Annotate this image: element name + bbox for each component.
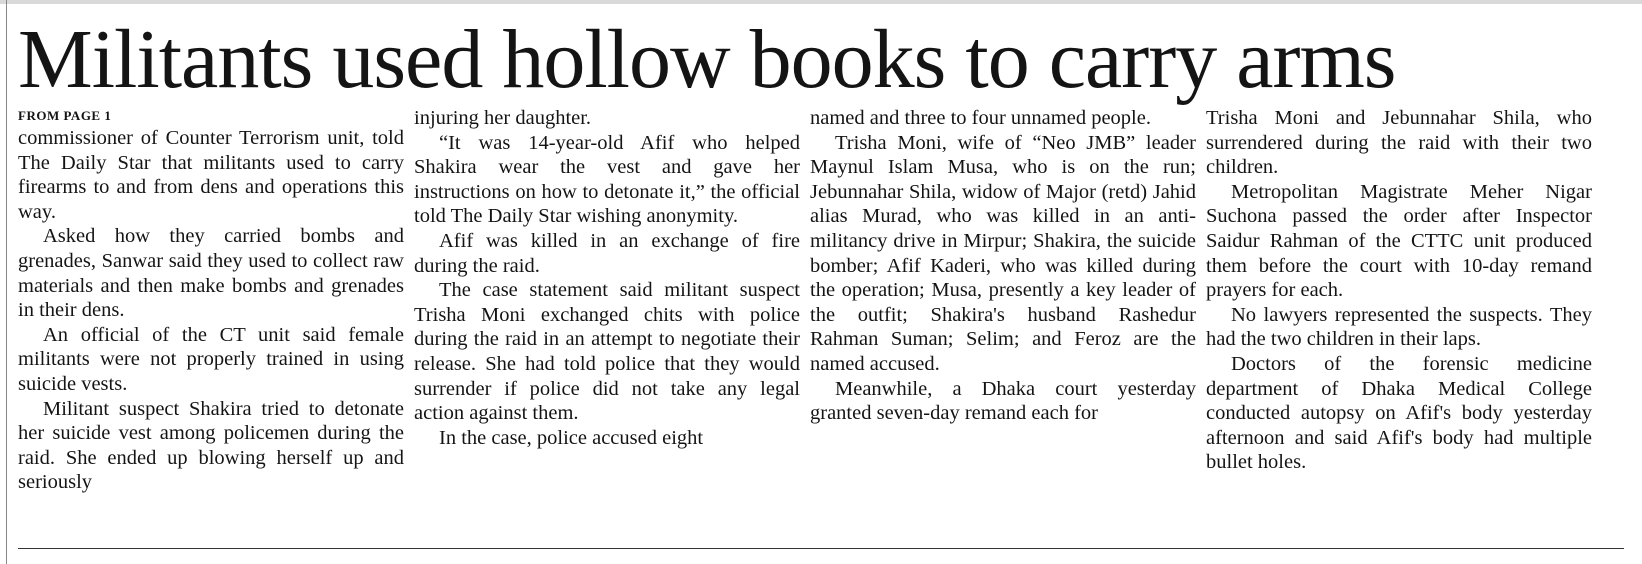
paragraph: Militant suspect Shakira tried to detonate her suicide vest among policemen during the raid. She ended up blowing herself up and seriously [18,397,404,494]
column-1 [18,106,404,536]
column-4 [1206,106,1592,536]
paragraph: Doctors of the forensic medicine department of Dhaka Medical College conducted autopsy on Afif's body yesterday afternoon and said Afif's body had multiple bullet holes. [1206,352,1592,474]
article-body [18,106,1628,536]
paragraph: named and three to four unnamed people. [810,107,1151,129]
paragraph: An official of the CT unit said female militants were not properly trained in using suicide vests. [18,323,404,395]
paragraph: Metropolitan Magistrate Meher Nigar Suchona passed the order after Inspector Saidur Rahman of the CTTC unit produced them before the court with 10-day remand prayers for each. [1206,180,1592,302]
paragraph: Trisha Moni, wife of “Neo JMB” leader Maynul Islam Musa, who is on the run; Jebunnahar Shila, widow of Major (retd) Jahid alias Murad, who was killed in an anti-militancy drive in Mirpur; Shakira, the suicide bomber; Afif Kaderi, who was killed during the operation; Musa, presently a key leader of the outfit; Shakira's husband Rashedur Rahman Suman; Selim; and Feroz are the named accused. [810,131,1196,375]
from-page-kicker: FROM PAGE 1 [18,108,112,123]
paragraph: Afif was killed in an exchange of fire during the raid. [414,229,800,277]
headline: Militants used hollow books to carry arms [18,13,1396,106]
paragraph: injuring her daughter. [414,107,592,129]
paragraph: commissioner of Counter Terrorism unit, told The Daily Star that militants used to carry firearms to and from dens and operations this way. [18,127,404,223]
column-2 [414,106,800,536]
column-3 [810,106,1196,536]
paragraph: Trisha Moni and Jebunnahar Shila, who surrendered during the raid with their two children. [1206,107,1592,179]
paragraph: The case statement said militant suspect Trisha Moni exchanged chits with police during the raid in an attempt to negotiate their release. She had told police that they would surrender if police did not take any legal action against them. [414,279,800,425]
top-rule [0,0,1642,4]
bottom-rule [18,548,1624,549]
paragraph: Meanwhile, a Dhaka court yesterday granted seven-day remand each for [810,377,1196,425]
left-rule [6,0,7,564]
paragraph: “It was 14-year-old Afif who helped Shakira wear the vest and gave her instructions on how to detonate it,” the official told The Daily Star wishing anonymity. [414,131,800,228]
paragraph: Asked how they carried bombs and grenades, Sanwar said they used to collect raw materials and then make bombs and grenades in their dens. [18,225,404,322]
paragraph: No lawyers represented the suspects. They had the two children in their laps. [1206,303,1592,351]
paragraph: In the case, police accused eight [439,426,704,449]
